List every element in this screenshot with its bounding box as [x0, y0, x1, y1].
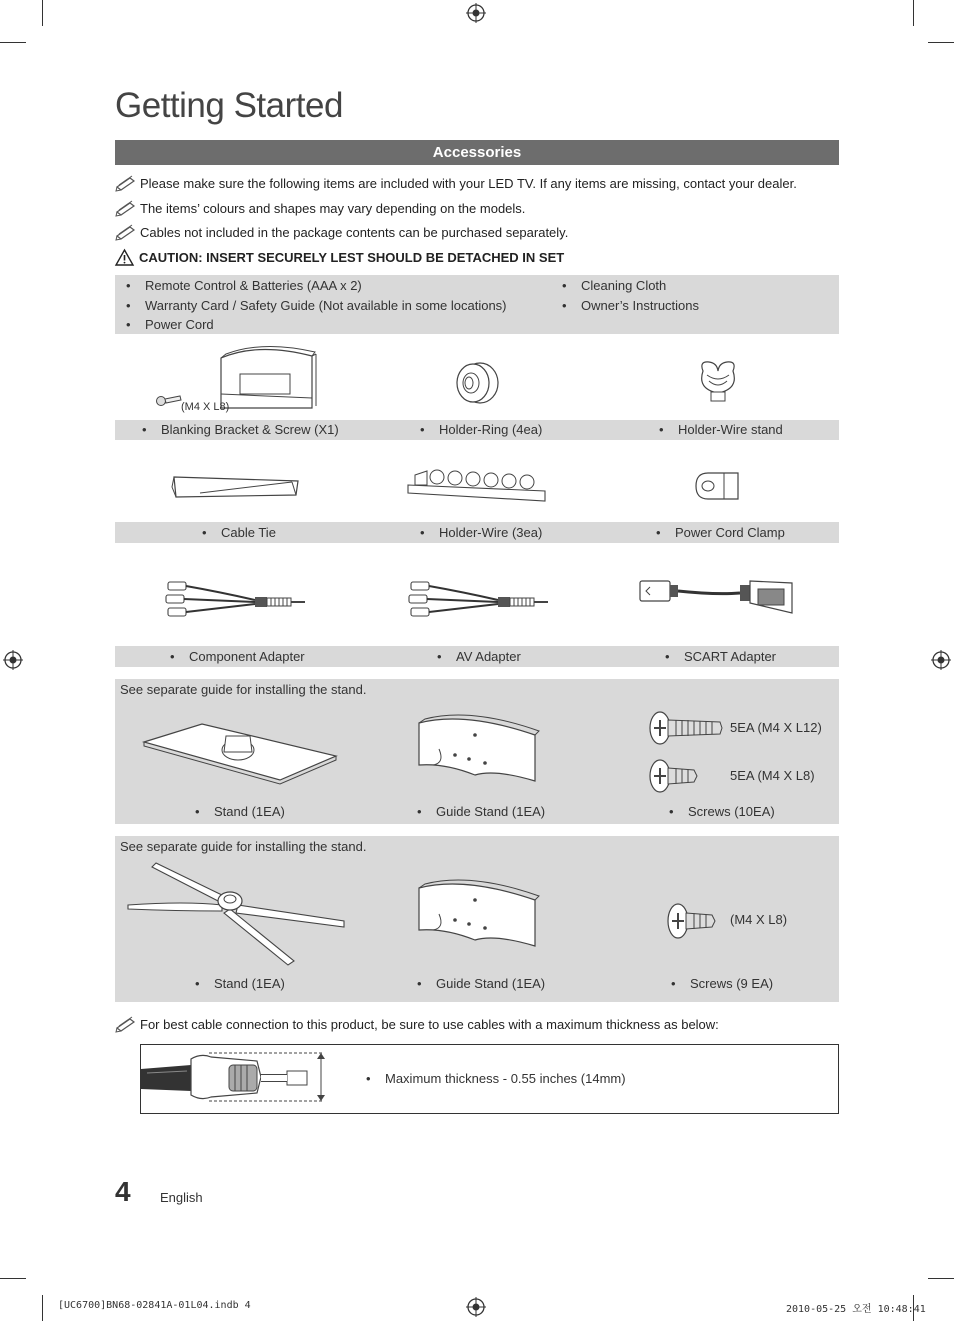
crop-mark: [42, 1295, 43, 1321]
note-text: The items’ colours and shapes may vary depending on the models.: [140, 200, 526, 216]
item-label: • AV Adapter: [456, 649, 521, 664]
holder-ring-icon: [453, 361, 501, 405]
item-label: • Holder-Wire (3ea): [439, 525, 542, 540]
section-header-accessories: Accessories: [115, 140, 839, 165]
item-label: • Cable Tie: [221, 525, 276, 540]
registration-mark-icon: [931, 650, 951, 670]
note-line: [115, 200, 525, 216]
blanking-bracket-icon: [218, 346, 318, 412]
cable-plug-icon: [141, 1051, 331, 1103]
list-item: • Remote Control & Batteries (AAA x 2): [145, 278, 362, 293]
guide-note: See separate guide for installing the stand.: [120, 682, 367, 697]
crop-mark: [928, 1278, 954, 1279]
item-label: • Stand (1EA): [214, 976, 285, 991]
guide-stand-icon: [415, 713, 539, 785]
crop-mark: [42, 0, 43, 26]
print-timestamp: 2010-05-25 오전 10:48:41: [786, 1304, 926, 1315]
short-screw-icon: [648, 758, 700, 794]
pencil-note-icon: [115, 1016, 137, 1032]
screw-icon: [156, 393, 182, 407]
page-number: 4: [115, 1176, 131, 1207]
cable-tie-icon: [170, 473, 302, 499]
long-screw-icon: [648, 710, 724, 746]
page-title: Getting Started: [115, 86, 343, 125]
registration-mark-icon: [3, 650, 23, 670]
note-line: [115, 175, 797, 191]
item-label: • Blanking Bracket & Screw (X1): [161, 422, 339, 437]
caution-line: [115, 249, 564, 266]
caution-text: CAUTION: INSERT SECURELY LEST SHOULD BE DETACHED IN SET: [139, 250, 565, 265]
scart-adapter-icon: [636, 573, 798, 623]
item-label: • Guide Stand (1EA): [436, 976, 545, 991]
crop-mark: [928, 42, 954, 43]
list-item: • Owner’s Instructions: [581, 298, 699, 313]
guide-note: See separate guide for installing the stand.: [120, 839, 367, 854]
max-thickness-label: • Maximum thickness - 0.55 inches (14mm): [385, 1071, 626, 1086]
item-label: • Holder-Wire stand: [678, 422, 783, 437]
note-line: [115, 1016, 719, 1032]
pencil-note-icon: [115, 175, 137, 191]
list-item: • Cleaning Cloth: [581, 278, 666, 293]
warning-triangle-icon: [115, 249, 134, 266]
screw-size-label: (M4 X L8): [181, 401, 230, 413]
item-label: • Component Adapter: [189, 649, 305, 664]
item-label: • Holder-Ring (4ea): [439, 422, 542, 437]
crop-mark: [0, 1278, 26, 1279]
stand-base-icon: [142, 722, 338, 784]
component-adapter-icon: [160, 578, 308, 620]
item-label: • Screws (9 EA): [690, 976, 773, 991]
list-item: • Power Cord: [145, 317, 214, 332]
y-stand-icon: [126, 861, 348, 965]
registration-mark-icon: [466, 3, 486, 23]
av-adapter-icon: [403, 578, 551, 620]
file-info: [UC6700]BN68-02841A-01L04.indb 4: [58, 1300, 251, 1311]
list-item: • Warranty Card / Safety Guide (Not available in some locations): [145, 298, 507, 313]
screw-size-label: 5EA (M4 X L12): [730, 720, 822, 735]
holder-wire-stand-icon: [695, 359, 741, 405]
note-text: Please make sure the following items are included with your LED TV. If any items are missing, contact your dealer.: [140, 175, 797, 191]
item-label: • Power Cord Clamp: [675, 525, 785, 540]
language-label: English: [160, 1190, 203, 1205]
note-line: [115, 224, 568, 240]
item-label: • SCART Adapter: [684, 649, 776, 664]
crop-mark: [913, 0, 914, 26]
item-label: • Stand (1EA): [214, 804, 285, 819]
short-screw-icon: [666, 902, 718, 940]
note-text: For best cable connection to this product, be sure to use cables with a maximum thickness as below:: [140, 1016, 719, 1032]
registration-mark-icon: [466, 1297, 486, 1317]
note-text: Cables not included in the package contents can be purchased separately.: [140, 224, 569, 240]
screw-size-label: (M4 X L8): [730, 912, 788, 927]
holder-wire-icon: [405, 463, 550, 505]
item-label: • Guide Stand (1EA): [436, 804, 545, 819]
pencil-note-icon: [115, 224, 137, 240]
crop-mark: [0, 42, 26, 43]
screw-size-label: 5EA (M4 X L8): [730, 768, 815, 783]
item-label: • Screws (10EA): [688, 804, 775, 819]
power-cord-clamp-icon: [694, 469, 742, 503]
guide-stand-icon: [415, 878, 539, 950]
pencil-note-icon: [115, 200, 137, 216]
